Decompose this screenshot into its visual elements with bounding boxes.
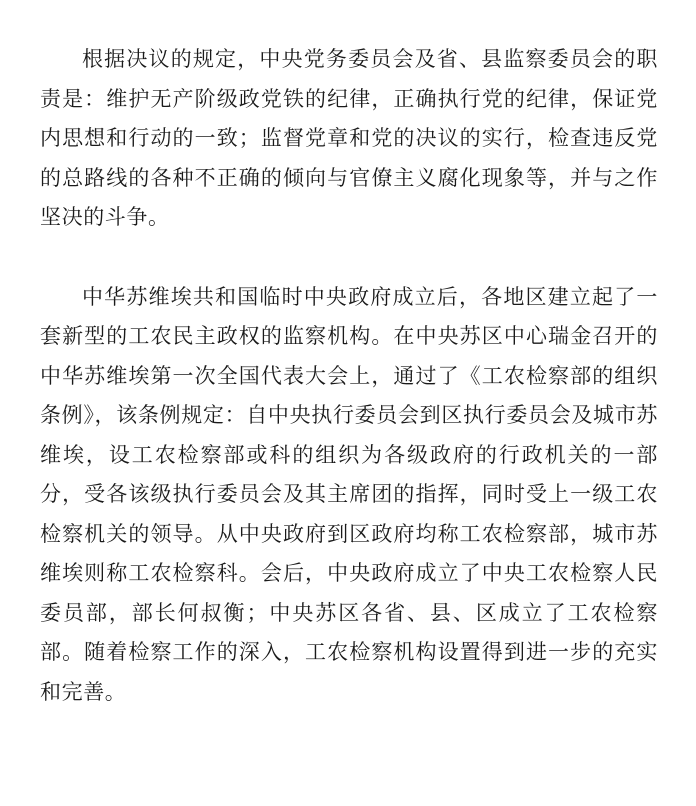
paragraph-worker-peasant-inspection: 中华苏维埃共和国临时中央政府成立后，各地区建立起了一套新型的工农民主政权的监察机构。在中央苏区中心瑞金召开的中华苏维埃第一次全国代表大会上，通过了《工农检察部的组织条例》，该条例规定：自中央执行委员会到区执行委员会及城市苏维埃，设工农检察部或科的组织为各级政府的行政机关的一部分，受各该级执行委员会及其主席团的指挥，同时受上一级工农检察机关的领导。从中央政府到区政府均称工农检察部，城市苏维埃则称工农检察科。会后，中央政府成立了中央工农检察人民委员部，部长何叔衡；中央苏区各省、县、区成立了工农检察部。随着检察工作的深入，工农检察机构设置得到进一步的充实和完善。 [40,284,658,704]
paragraph-discipline-inspection-duties: 根据决议的规定，中央党务委员会及省、县监察委员会的职责是：维护无产阶级政党铁的纪律，正确执行党的纪律，保证党内思想和行动的一致；监督党章和党的决议的实行，检查违反党的总路线的各种不正确的倾向与官僚主义腐化现象等，并与之作坚决的斗争。 [40,47,658,229]
